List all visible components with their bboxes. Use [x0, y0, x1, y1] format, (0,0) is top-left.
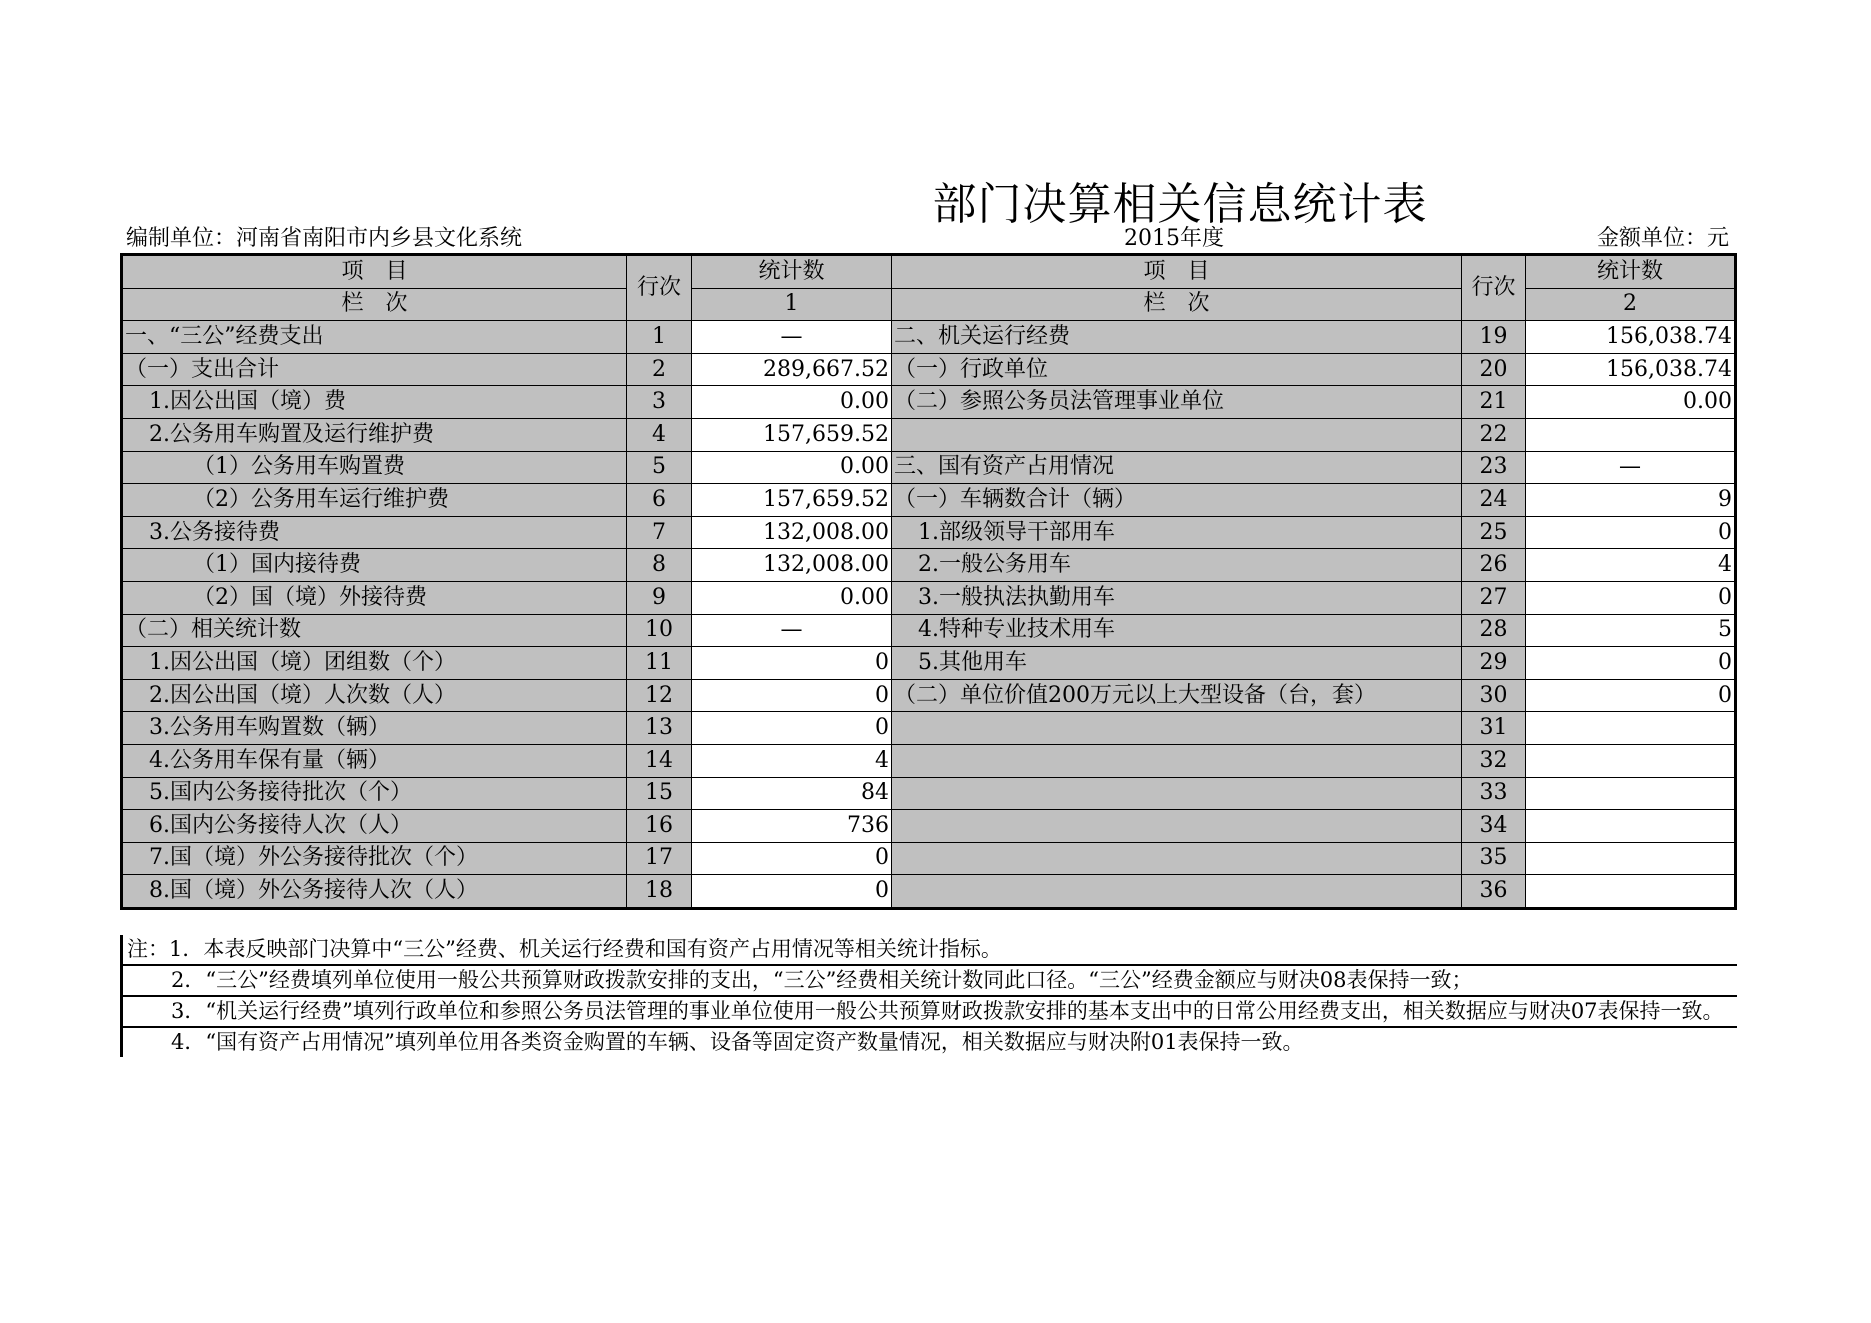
left-row-no-cell: 14 [627, 744, 692, 777]
note-3: 3．“机关运行经费”填列行政单位和参照公务员法管理的事业单位使用一般公共预算财政拨款安排的基本支出中的日常公用经费支出，相关数据应与财决07表保持一致。 [123, 997, 1737, 1028]
left-row-no-cell: 6 [627, 484, 692, 517]
left-item-cell: （一）支出合计 [122, 353, 627, 386]
left-item-cell: （1）公务用车购置费 [122, 451, 627, 484]
left-item-cell: 3.公务接待费 [122, 516, 627, 549]
right-value-cell [1526, 418, 1736, 451]
left-row-no-cell: 17 [627, 842, 692, 875]
right-value-cell: 9 [1526, 484, 1736, 517]
right-row-no-cell: 20 [1462, 353, 1526, 386]
right-value-cell: 0 [1526, 679, 1736, 712]
left-value-cell: 84 [692, 777, 892, 810]
table-row [122, 712, 1736, 745]
left-item-cell: 1.因公出国（境）费 [122, 386, 627, 419]
left-item-cell: （2）公务用车运行维护费 [122, 484, 627, 517]
column-no-left: 1 [692, 288, 892, 321]
right-item-cell: （二）单位价值200万元以上大型设备（台，套） [892, 679, 1462, 712]
table-row [122, 581, 1736, 614]
table-row [122, 484, 1736, 517]
header-row-no-right: 行次 [1462, 255, 1526, 321]
table-row [122, 744, 1736, 777]
left-row-no-cell: 15 [627, 777, 692, 810]
table-row [122, 516, 1736, 549]
table-row [122, 647, 1736, 680]
right-row-no-cell: 28 [1462, 614, 1526, 647]
page-title: 部门决算相关信息统计表 [932, 179, 1428, 230]
header-stat-left: 统计数 [692, 255, 892, 289]
table-row [122, 679, 1736, 712]
left-value-cell: 0.00 [692, 581, 892, 614]
left-row-no-cell: 11 [627, 647, 692, 680]
left-value-cell: 132,008.00 [692, 549, 892, 582]
right-item-cell: 三、国有资产占用情况 [892, 451, 1462, 484]
right-value-cell [1526, 712, 1736, 745]
right-value-cell: 5 [1526, 614, 1736, 647]
right-item-cell: 二、机关运行经费 [892, 321, 1462, 354]
right-item-cell [892, 418, 1462, 451]
left-value-cell: 0 [692, 712, 892, 745]
left-item-cell: 3.公务用车购置数（辆） [122, 712, 627, 745]
notes [120, 935, 1737, 1057]
left-value-cell: 0 [692, 647, 892, 680]
left-value-cell: 736 [692, 810, 892, 843]
left-row-no-cell: 8 [627, 549, 692, 582]
left-value-cell: 4 [692, 744, 892, 777]
right-row-no-cell: 29 [1462, 647, 1526, 680]
right-row-no-cell: 36 [1462, 875, 1526, 909]
right-row-no-cell: 32 [1462, 744, 1526, 777]
right-value-cell [1526, 744, 1736, 777]
right-row-no-cell: 35 [1462, 842, 1526, 875]
left-item-cell: （二）相关统计数 [122, 614, 627, 647]
right-row-no-cell: 22 [1462, 418, 1526, 451]
left-item-cell: 5.国内公务接待批次（个） [122, 777, 627, 810]
left-row-no-cell: 2 [627, 353, 692, 386]
table-row [122, 614, 1736, 647]
right-value-cell: 0.00 [1526, 386, 1736, 419]
table-row [122, 321, 1736, 354]
left-row-no-cell: 10 [627, 614, 692, 647]
note-2: 2．“三公”经费填列单位使用一般公共预算财政拨款安排的支出，“三公”经费相关统计数同此口径。“三公”经费金额应与财决08表保持一致； [123, 966, 1737, 997]
left-value-cell: 0.00 [692, 451, 892, 484]
right-item-cell: 3.一般执法执勤用车 [892, 581, 1462, 614]
header-row-no-left: 行次 [627, 255, 692, 321]
right-item-cell: （二）参照公务员法管理事业单位 [892, 386, 1462, 419]
left-row-no-cell: 1 [627, 321, 692, 354]
amount-unit: 金额单位：元 [1596, 226, 1729, 251]
left-row-no-cell: 3 [627, 386, 692, 419]
table-row [122, 418, 1736, 451]
right-value-cell: 0 [1526, 516, 1736, 549]
table-row [122, 353, 1736, 386]
table-row [122, 875, 1736, 909]
left-row-no-cell: 16 [627, 810, 692, 843]
left-item-cell: 6.国内公务接待人次（人） [122, 810, 627, 843]
header-stat-right: 统计数 [1526, 255, 1736, 289]
right-item-cell [892, 875, 1462, 909]
left-item-cell: 1.因公出国（境）团组数（个） [122, 647, 627, 680]
left-row-no-cell: 7 [627, 516, 692, 549]
header-item-right: 项 目 [892, 255, 1462, 289]
left-value-cell: 157,659.52 [692, 418, 892, 451]
left-row-no-cell: 4 [627, 418, 692, 451]
left-value-cell: 289,667.52 [692, 353, 892, 386]
left-value-cell: 0.00 [692, 386, 892, 419]
left-value-cell: 157,659.52 [692, 484, 892, 517]
left-value-cell: — [692, 614, 892, 647]
left-item-cell: 2.因公出国（境）人次数（人） [122, 679, 627, 712]
right-row-no-cell: 27 [1462, 581, 1526, 614]
table-row [122, 842, 1736, 875]
column-label-left: 栏 次 [122, 288, 627, 321]
right-row-no-cell: 30 [1462, 679, 1526, 712]
fiscal-year: 2015年度 [1124, 226, 1224, 251]
left-row-no-cell: 9 [627, 581, 692, 614]
right-value-cell [1526, 875, 1736, 909]
right-item-cell: 2.一般公务用车 [892, 549, 1462, 582]
right-row-no-cell: 33 [1462, 777, 1526, 810]
right-item-cell: 4.特种专业技术用车 [892, 614, 1462, 647]
statistics-table [120, 253, 1737, 910]
right-item-cell: （一）车辆数合计（辆） [892, 484, 1462, 517]
right-row-no-cell: 34 [1462, 810, 1526, 843]
right-value-cell [1526, 810, 1736, 843]
table-row [122, 777, 1736, 810]
header-item-left: 项 目 [122, 255, 627, 289]
left-row-no-cell: 13 [627, 712, 692, 745]
note-1: 注：1．本表反映部门决算中“三公”经费、机关运行经费和国有资产占用情况等相关统计指标。 [123, 935, 1737, 966]
left-value-cell: 0 [692, 842, 892, 875]
left-item-cell: 8.国（境）外公务接待人次（人） [122, 875, 627, 909]
column-no-right: 2 [1526, 288, 1736, 321]
table-row [122, 386, 1736, 419]
note-4: 4．“国有资产占用情况”填列单位用各类资金购置的车辆、设备等固定资产数量情况，相关数据应与财决附01表保持一致。 [171, 1030, 1304, 1054]
right-item-cell [892, 810, 1462, 843]
left-row-no-cell: 5 [627, 451, 692, 484]
right-value-cell: 0 [1526, 647, 1736, 680]
right-value-cell: 0 [1526, 581, 1736, 614]
reporting-unit: 编制单位：河南省南阳市内乡县文化系统 [126, 226, 523, 251]
left-value-cell: 132,008.00 [692, 516, 892, 549]
left-item-cell: 7.国（境）外公务接待批次（个） [122, 842, 627, 875]
left-value-cell: — [692, 321, 892, 354]
right-item-cell [892, 712, 1462, 745]
left-item-cell: （1）国内接待费 [122, 549, 627, 582]
left-item-cell: 4.公务用车保有量（辆） [122, 744, 627, 777]
left-row-no-cell: 12 [627, 679, 692, 712]
right-value-cell: 156,038.74 [1526, 353, 1736, 386]
left-item-cell: 一、“三公”经费支出 [122, 321, 627, 354]
right-item-cell [892, 744, 1462, 777]
right-value-cell: — [1526, 451, 1736, 484]
table-row [122, 451, 1736, 484]
right-row-no-cell: 25 [1462, 516, 1526, 549]
right-row-no-cell: 21 [1462, 386, 1526, 419]
right-item-cell [892, 842, 1462, 875]
left-item-cell: 2.公务用车购置及运行维护费 [122, 418, 627, 451]
left-row-no-cell: 18 [627, 875, 692, 909]
right-item-cell [892, 777, 1462, 810]
right-row-no-cell: 19 [1462, 321, 1526, 354]
right-value-cell [1526, 842, 1736, 875]
right-value-cell: 4 [1526, 549, 1736, 582]
right-value-cell [1526, 777, 1736, 810]
right-row-no-cell: 31 [1462, 712, 1526, 745]
table-row [122, 549, 1736, 582]
right-row-no-cell: 26 [1462, 549, 1526, 582]
right-item-cell: （一）行政单位 [892, 353, 1462, 386]
left-item-cell: （2）国（境）外接待费 [122, 581, 627, 614]
right-row-no-cell: 24 [1462, 484, 1526, 517]
right-row-no-cell: 23 [1462, 451, 1526, 484]
column-label-right: 栏 次 [892, 288, 1462, 321]
left-value-cell: 0 [692, 679, 892, 712]
right-item-cell: 1.部级领导干部用车 [892, 516, 1462, 549]
right-value-cell: 156,038.74 [1526, 321, 1736, 354]
table-row [122, 810, 1736, 843]
left-value-cell: 0 [692, 875, 892, 909]
header-row [122, 255, 1736, 289]
right-item-cell: 5.其他用车 [892, 647, 1462, 680]
